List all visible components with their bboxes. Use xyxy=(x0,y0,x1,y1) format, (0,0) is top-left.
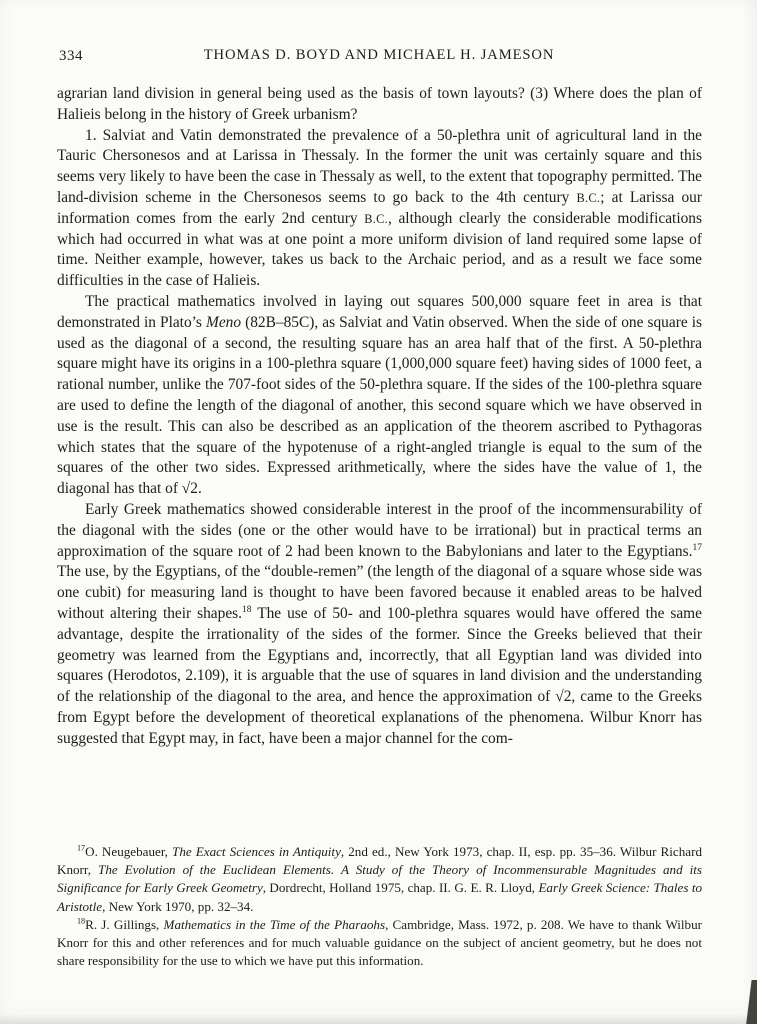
text-run: B.C. xyxy=(364,211,388,226)
page-number: 334 xyxy=(59,48,83,64)
text-run: (82B–85C), as Salviat and Vatin observed. When the side of one square is used as the diagonal of a second, the resulting square has an area half that of the first. A 50-plethra square might have its origins in a 100-plethra square (1,000,000 square feet) having sides of 1000 feet, a rational number, unlike the 707-foot sides of the 50-plethra square. If the sides of the 100-plethra square are used to define the length of the diagonal of another, this second square which we have observed in use is the result. This can also be described as an application of the theorem ascribed to Pythagoras which states that the square of the hypotenuse of a right-angled triangle is equal to the sum of the squares of the other two sides. Expressed arithmetically, where the sides have the value of 1, the diagonal has that of √2. xyxy=(57,313,702,498)
body-text xyxy=(57,84,702,750)
text-run: , 2nd ed., New York 1973, chap. II, esp. pp. 35–36. Wilbur Richard Knorr, xyxy=(57,844,702,878)
text-run: agrarian land division in general being used as the basis of town layouts? (3) Where does the plan of Halieis belong in the history of Greek urbanism? xyxy=(57,85,702,123)
body-paragraph-1 xyxy=(57,84,702,126)
text-run: , although clearly the considerable modifications which had occurred in what was at one point a more uniform division of land required some lapse of time. Neither example, however, takes us back to the Archaic period, and as a result we face some difficulties in the case of Halieis. xyxy=(57,209,702,290)
text-run: , Dordrecht, Holland 1975, chap. II. G. E. R. Lloyd, xyxy=(262,880,539,896)
text-run: B.C. xyxy=(576,190,601,205)
footnote-1 xyxy=(57,843,702,916)
footnotes xyxy=(57,843,702,970)
text-run: , New York 1970, pp. 32–34. xyxy=(102,898,254,914)
text-run: The use, by the Egyptians, of the “double-remen” (the length of the diagonal of a square whose side was one cubit) for measuring land is thought to have been favored because it enabled areas to be halved without altering their shapes. xyxy=(57,563,702,622)
scan-artifact-corner xyxy=(745,980,757,1024)
italic-text-run: The Evolution of the Euclidean Elements. A Study of the Theory of Incommensurable Magnitudes and its Significance for Early Greek Geometry xyxy=(57,862,702,896)
text-run: O. Neugebauer, xyxy=(85,844,173,859)
footnote-reference: 18 xyxy=(242,603,252,615)
page-header xyxy=(57,47,701,67)
text-run: The use of 50- and 100-plethra squares would have offered the same advantage, despite the irrationality of the sides of the former. Since the Greeks believed that their geometry was learned from the Egyptians and, incorrectly, that all Egyptian land was divided into squares (Herodotos, 2.109), it is arguable that the use of squares in land division and the understanding of the relationship of the diagonal to the area, and hence the approximation of √2, came to the Greeks from Egypt before the development of theoretical explanations of the phenomena. Wilbur Knorr has suggested that Egypt may, in fact, have been a major channel for the com- xyxy=(57,604,702,747)
running-head: THOMAS D. BOYD AND MICHAEL H. JAMESON xyxy=(203,47,555,63)
text-run: Early Greek mathematics showed considerable interest in the proof of the incommensurability of the diagonal with the sides (one or the other would have to be irrational) but in practical terms an approximation of the square root of 2 had been known to the Babylonians and later to the Egyptians. xyxy=(57,500,702,560)
body-paragraph-4 xyxy=(57,500,702,750)
footnote-2 xyxy=(57,916,702,971)
body-paragraph-3 xyxy=(57,292,702,500)
footnote-reference: 17 xyxy=(77,843,86,853)
footnote-reference: 18 xyxy=(77,916,86,926)
text-run: , Cambridge, Mass. 1972, p. 208. We have to thank Wilbur Knorr for this and other references and for much valuable guidance on the subject of ancient geometry, but he does not share responsibility for the use to which we have put this information. xyxy=(57,916,703,969)
italic-text-run: Mathematics in the Time of the Pharaohs xyxy=(163,916,386,932)
italic-text-run: The Exact Sciences in Antiquity xyxy=(172,844,341,859)
scan-shadow xyxy=(0,1014,757,1024)
text-run: 1. Salviat and Vatin demonstrated the prevalence of a 50-plethra unit of agricultural land in the Tauric Chersonesos and at Larissa in Thessaly. In the former the unit was certainly square and this seems very likely to have been the case in Thessaly as well, to the extent that topography permitted. The land-division scheme in the Chersonesos seems to go back to the 4th century xyxy=(57,126,702,206)
italic-text-run: Early Greek Science: Thales to Aristotle xyxy=(57,880,703,914)
text-run: R. J. Gillings, xyxy=(85,916,164,932)
italic-text-run: Meno xyxy=(206,313,242,331)
text-run: ; at Larissa our information comes from the early 2nd century xyxy=(57,188,702,227)
text-run: The practical mathematics involved in laying out squares 500,000 square feet in area is that demonstrated in Plato’s xyxy=(57,292,702,331)
footnote-reference: 17 xyxy=(692,541,702,553)
body-paragraph-2 xyxy=(57,126,702,292)
